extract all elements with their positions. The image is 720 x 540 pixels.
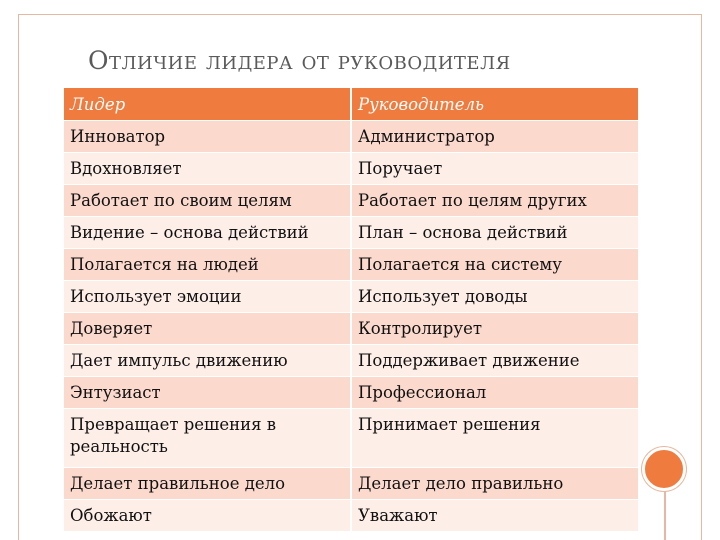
cell-leader: Работает по своим целям — [63, 185, 351, 217]
cell-manager: Принимает решения — [351, 409, 639, 468]
cell-leader: Делает правильное дело — [63, 468, 351, 500]
header-leader: Лидер — [63, 88, 351, 121]
cell-leader: Видение – основа действий — [63, 217, 351, 249]
cell-leader: Использует эмоции — [63, 281, 351, 313]
cell-manager: Поддерживает движение — [351, 345, 639, 377]
decorative-circle-icon — [642, 447, 686, 491]
slide-title: Отличие лидера от руководителя — [88, 46, 511, 75]
table-header-row — [63, 88, 639, 121]
cell-leader: Обожают — [63, 500, 351, 532]
cell-manager: Использует доводы — [351, 281, 639, 313]
table-row — [63, 249, 639, 281]
cell-leader: Энтузиаст — [63, 377, 351, 409]
table-row — [63, 121, 639, 153]
cell-leader: Доверяет — [63, 313, 351, 345]
table-row — [63, 468, 639, 500]
cell-manager: Поручает — [351, 153, 639, 185]
cell-manager: Контролирует — [351, 313, 639, 345]
cell-manager: Работает по целям других — [351, 185, 639, 217]
cell-leader: Дает импульс движению — [63, 345, 351, 377]
header-manager: Руководитель — [351, 88, 639, 121]
cell-leader: Полагается на людей — [63, 249, 351, 281]
table-row — [63, 409, 639, 468]
cell-manager: План – основа действий — [351, 217, 639, 249]
table-row — [63, 217, 639, 249]
cell-manager: Администратор — [351, 121, 639, 153]
table-row — [63, 185, 639, 217]
cell-leader: Превращает решения в реальность — [63, 409, 351, 468]
cell-leader: Вдохновляет — [63, 153, 351, 185]
cell-manager: Полагается на систему — [351, 249, 639, 281]
table-row — [63, 345, 639, 377]
table-row — [63, 377, 639, 409]
table-row — [63, 500, 639, 532]
comparison-table — [62, 88, 640, 531]
table-row — [63, 153, 639, 185]
cell-leader: Инноватор — [63, 121, 351, 153]
decorative-line — [664, 491, 666, 540]
table-row — [63, 313, 639, 345]
cell-manager: Профессионал — [351, 377, 639, 409]
table-row — [63, 281, 639, 313]
cell-manager: Уважают — [351, 500, 639, 532]
cell-manager: Делает дело правильно — [351, 468, 639, 500]
